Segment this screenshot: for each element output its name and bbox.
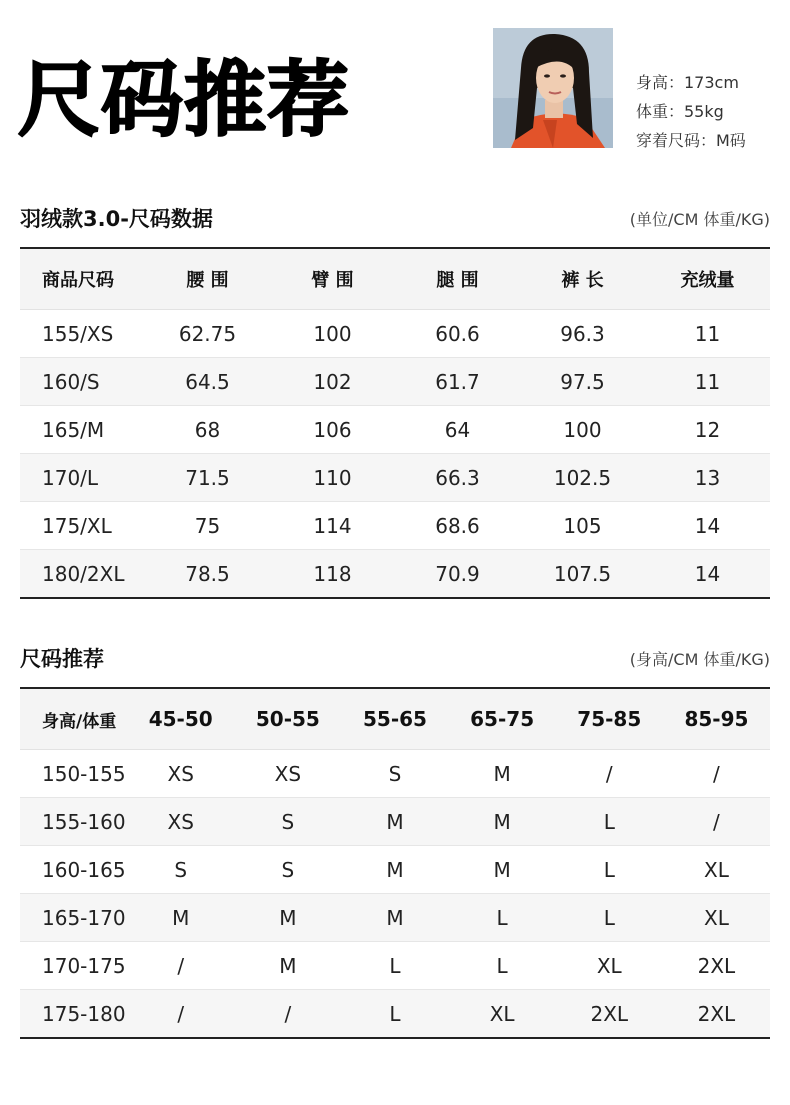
table-cell: 96.3 [520, 310, 645, 358]
table-cell: 175-180 [20, 990, 127, 1039]
table-cell: 150-155 [20, 750, 127, 798]
table-cell: XL [556, 942, 663, 990]
table-cell: L [449, 942, 556, 990]
table-cell: XL [663, 846, 770, 894]
table-cell: L [556, 894, 663, 942]
table-cell: 155-160 [20, 798, 127, 846]
table-cell: S [341, 750, 448, 798]
column-header: 腰 围 [145, 248, 270, 310]
table-cell: 170-175 [20, 942, 127, 990]
table-cell: M [234, 942, 341, 990]
table-header-row [20, 248, 770, 310]
table-cell: XS [127, 750, 234, 798]
table-cell: 114 [270, 502, 395, 550]
size-data-unit: (单位/CM 体重/KG) [629, 210, 770, 229]
table-cell: / [234, 990, 341, 1039]
table-cell: L [341, 990, 448, 1039]
model-photo [493, 28, 613, 148]
table-cell: 68.6 [395, 502, 520, 550]
table-row [20, 846, 770, 894]
model-size-worn: 穿着尺码：M码 [636, 131, 746, 150]
table-cell: M [449, 846, 556, 894]
table-cell: 110 [270, 454, 395, 502]
table-cell: 11 [645, 358, 770, 406]
column-header: 75-85 [556, 688, 663, 750]
table-cell: / [663, 750, 770, 798]
page-title: 尺码推荐 [18, 53, 351, 148]
table-row [20, 798, 770, 846]
table-row [20, 750, 770, 798]
column-header: 55-65 [341, 688, 448, 750]
table-cell: L [341, 942, 448, 990]
model-weight: 体重：55kg [636, 102, 724, 121]
table-row [20, 358, 770, 406]
column-header: 充绒量 [645, 248, 770, 310]
table-row [20, 894, 770, 942]
table-cell: / [127, 990, 234, 1039]
table-cell: XS [127, 798, 234, 846]
table-cell: S [127, 846, 234, 894]
table-cell: 100 [520, 406, 645, 454]
size-data-table [20, 247, 770, 599]
column-header: 身高/体重 [20, 688, 127, 750]
table-cell: 2XL [663, 990, 770, 1039]
table-cell: XL [449, 990, 556, 1039]
table-cell: XL [663, 894, 770, 942]
table-cell: 160/S [20, 358, 145, 406]
table-cell: 60.6 [395, 310, 520, 358]
table-cell: 70.9 [395, 550, 520, 599]
recommendation-table [20, 687, 770, 1039]
table-cell: / [127, 942, 234, 990]
table-cell: 97.5 [520, 358, 645, 406]
table-cell: / [556, 750, 663, 798]
table-cell: 68 [145, 406, 270, 454]
table-cell: / [663, 798, 770, 846]
table-cell: 100 [270, 310, 395, 358]
column-header: 裤 长 [520, 248, 645, 310]
table-cell: 105 [520, 502, 645, 550]
table-cell: 62.75 [145, 310, 270, 358]
table-row [20, 454, 770, 502]
table-cell: 66.3 [395, 454, 520, 502]
table-cell: M [449, 750, 556, 798]
table-cell: 102 [270, 358, 395, 406]
table-cell: 175/XL [20, 502, 145, 550]
size-data-heading: 羽绒款3.0-尺码数据 [20, 207, 213, 231]
table-cell: S [234, 846, 341, 894]
column-header: 腿 围 [395, 248, 520, 310]
table-cell: 107.5 [520, 550, 645, 599]
column-header: 65-75 [449, 688, 556, 750]
column-header: 50-55 [234, 688, 341, 750]
table-cell: 102.5 [520, 454, 645, 502]
table-cell: M [234, 894, 341, 942]
table-cell: 180/2XL [20, 550, 145, 599]
table-row [20, 406, 770, 454]
column-header: 85-95 [663, 688, 770, 750]
table-cell: 2XL [556, 990, 663, 1039]
table-cell: 78.5 [145, 550, 270, 599]
table-cell: 64 [395, 406, 520, 454]
column-header: 臂 围 [270, 248, 395, 310]
table-cell: M [341, 798, 448, 846]
column-header: 45-50 [127, 688, 234, 750]
table-cell: L [556, 798, 663, 846]
table-cell: 118 [270, 550, 395, 599]
table-cell: 64.5 [145, 358, 270, 406]
model-height: 身高：173cm [636, 73, 739, 92]
table-cell: XS [234, 750, 341, 798]
model-portrait-image [493, 28, 613, 148]
table-cell: 12 [645, 406, 770, 454]
table-cell: 165-170 [20, 894, 127, 942]
table-cell: 106 [270, 406, 395, 454]
table-cell: 13 [645, 454, 770, 502]
table-cell: L [556, 846, 663, 894]
table-row [20, 942, 770, 990]
table-cell: M [127, 894, 234, 942]
table-row [20, 310, 770, 358]
table-cell: 61.7 [395, 358, 520, 406]
table-cell: M [341, 894, 448, 942]
table-row [20, 550, 770, 599]
table-cell: 155/XS [20, 310, 145, 358]
table-cell: 2XL [663, 942, 770, 990]
table-cell: S [234, 798, 341, 846]
table-cell: 165/M [20, 406, 145, 454]
model-info [636, 68, 746, 155]
table-cell: L [449, 894, 556, 942]
table-cell: 14 [645, 550, 770, 599]
table-row [20, 502, 770, 550]
recommendation-unit: (身高/CM 体重/KG) [629, 650, 770, 669]
table-header-row [20, 688, 770, 750]
table-row [20, 990, 770, 1039]
table-cell: 75 [145, 502, 270, 550]
table-cell: 11 [645, 310, 770, 358]
table-cell: 71.5 [145, 454, 270, 502]
table-cell: M [341, 846, 448, 894]
recommendation-heading: 尺码推荐 [20, 647, 104, 671]
table-cell: M [449, 798, 556, 846]
table-cell: 14 [645, 502, 770, 550]
column-header: 商品尺码 [20, 248, 145, 310]
table-cell: 170/L [20, 454, 145, 502]
table-cell: 160-165 [20, 846, 127, 894]
